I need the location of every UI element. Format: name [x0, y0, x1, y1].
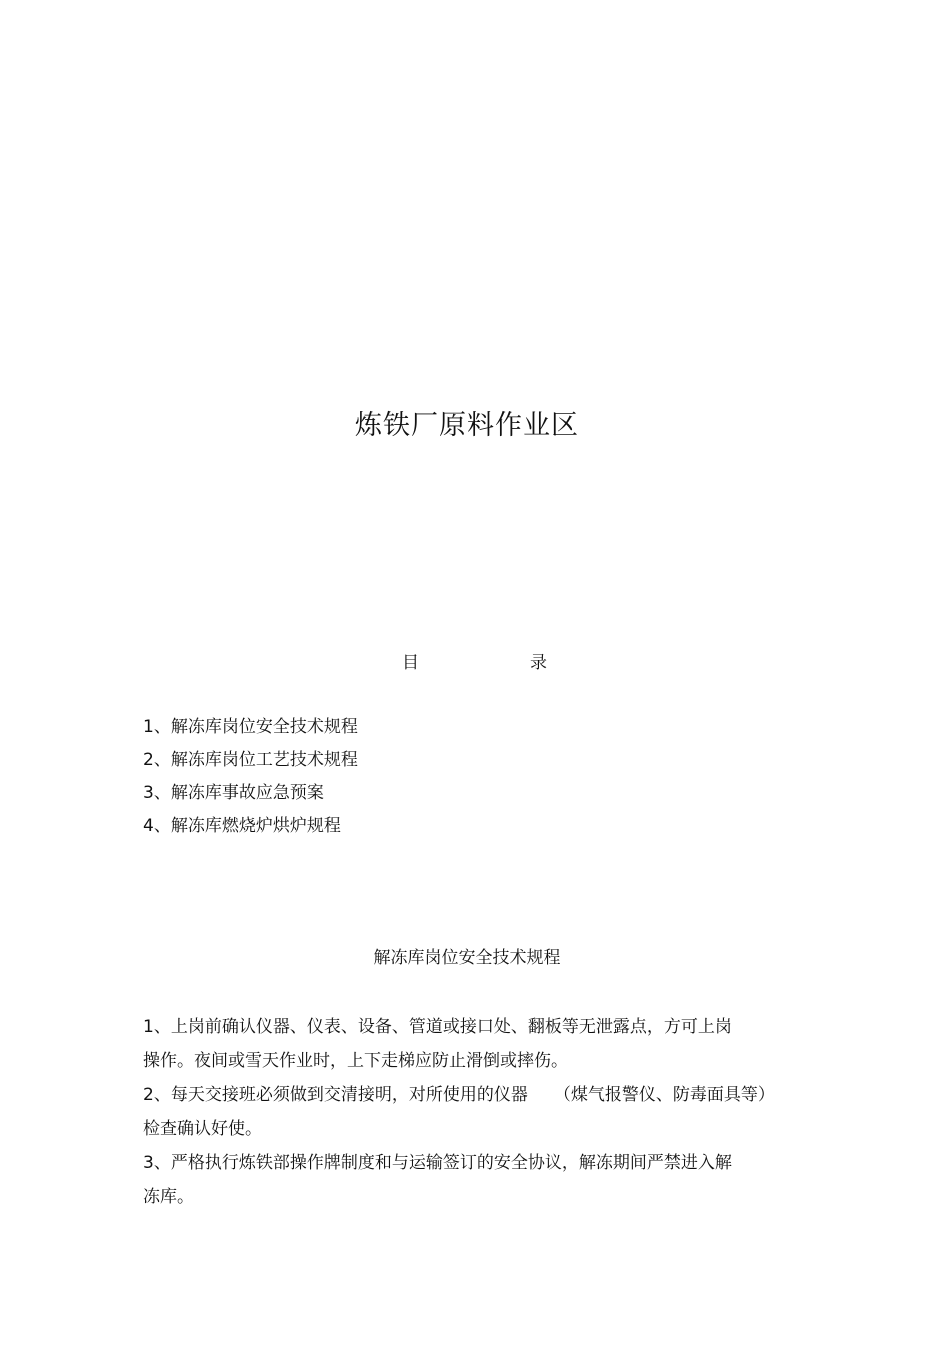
section-title: 解冻库岗位安全技术规程	[373, 948, 561, 968]
body-line: 检查确认好使。	[143, 1119, 262, 1139]
body-line: 冻库。	[143, 1187, 194, 1207]
body-line-part: 2、每天交接班必须做到交清接明，对所使用的仪器	[143, 1085, 528, 1105]
body-line: 3、严格执行炼铁部操作牌制度和与运输签订的安全协议，解冻期间严禁进入解	[143, 1153, 732, 1173]
toc-item: 4、解冻库燃烧炉烘炉规程	[143, 816, 341, 836]
toc-item: 2、解冻库岗位工艺技术规程	[143, 750, 358, 770]
toc-item: 1、解冻库岗位安全技术规程	[143, 717, 358, 737]
toc-list	[143, 711, 843, 843]
section-body	[143, 1010, 823, 1214]
toc-heading	[402, 650, 552, 676]
toc-heading-char-1: 目	[402, 653, 419, 673]
body-line-part: （煤气报警仪、防毒面具等）	[553, 1085, 775, 1105]
document-title: 炼铁厂原料作业区	[355, 410, 579, 441]
body-line	[143, 1078, 823, 1112]
body-line: 1、上岗前确认仪器、仪表、设备、管道或接口处、翻板等无泄露点，方可上岗	[143, 1017, 732, 1037]
toc-item: 3、解冻库事故应急预案	[143, 783, 324, 803]
body-line: 操作。夜间或雪天作业时，上下走梯应防止滑倒或摔伤。	[143, 1051, 568, 1071]
toc-heading-char-2: 录	[530, 653, 547, 673]
